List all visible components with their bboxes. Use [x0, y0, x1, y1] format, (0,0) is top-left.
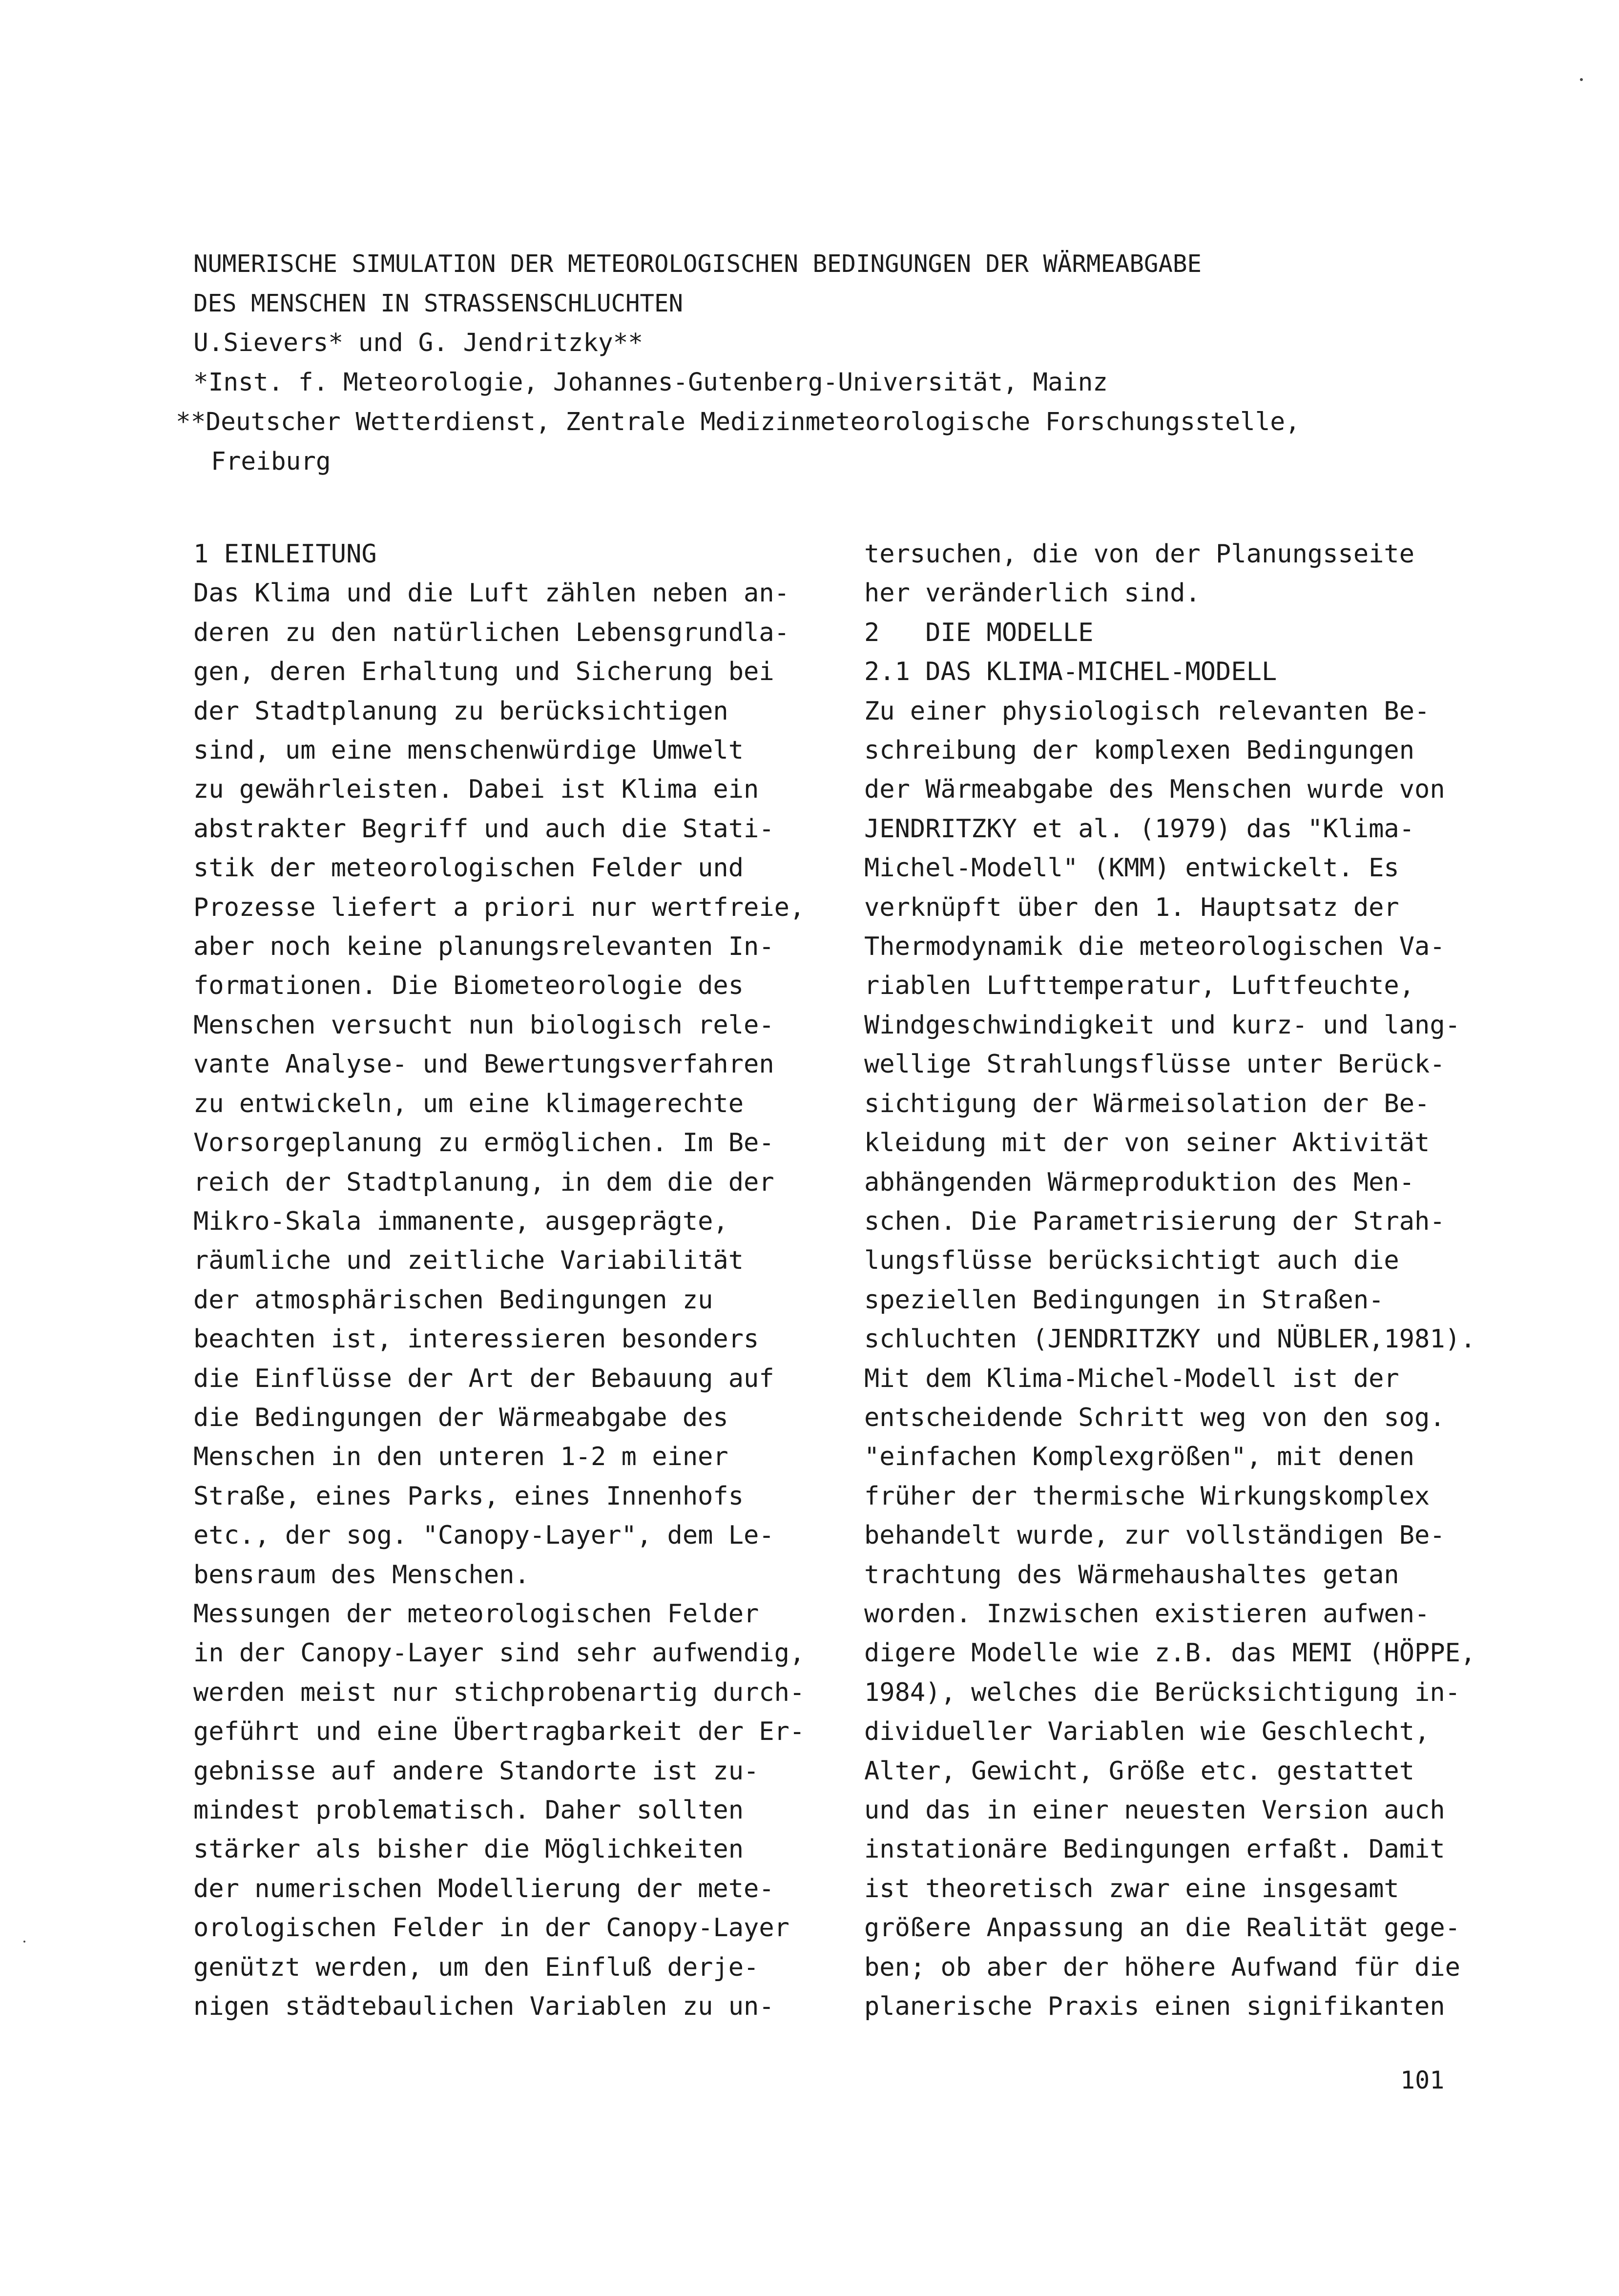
scan-speck — [23, 1941, 25, 1943]
right-column-line: Alter, Gewicht, Größe etc. gestattet — [864, 1756, 1415, 1786]
right-column-line: Thermodynamik die meteorologischen Va- — [864, 932, 1445, 962]
left-column-line: gen, deren Erhaltung und Sicherung bei — [193, 657, 774, 687]
affiliation-dwd-city: Freiburg — [211, 447, 331, 476]
right-column-line: schen. Die Parametrisierung der Strah- — [864, 1206, 1445, 1236]
left-column-line: Das Klima und die Luft zählen neben an- — [193, 579, 789, 608]
right-column-line: tersuchen, die von der Planungsseite — [864, 539, 1415, 569]
right-column-line: größere Anpassung an die Realität gege- — [864, 1913, 1460, 1943]
page-number: 101 — [1400, 2066, 1445, 2094]
left-column-line: geführt und eine Übertragbarkeit der Er- — [193, 1717, 805, 1747]
right-column — [864, 535, 1479, 2026]
left-column-line: stik der meteorologischen Felder und — [193, 853, 744, 883]
right-column-line: ben; ob aber der höhere Aufwand für die — [864, 1952, 1460, 1982]
right-column-line: 2 DIE MODELLE — [864, 618, 1094, 647]
left-column-line: Menschen in den unteren 1-2 m einer — [193, 1442, 728, 1472]
article-title-line-2: DES MENSCHEN IN STRASSENSCHLUCHTEN — [193, 290, 684, 317]
article-header — [176, 244, 1463, 481]
left-column-line: gebnisse auf andere Standorte ist zu- — [193, 1756, 759, 1786]
right-column-line: sichtigung der Wärmeisolation der Be- — [864, 1089, 1430, 1118]
right-column-line: Michel-Modell" (KMM) entwickelt. Es — [864, 853, 1399, 883]
left-column-line: etc., der sog. "Canopy-Layer", dem Le- — [193, 1521, 774, 1551]
right-column-line: her veränderlich sind. — [864, 579, 1201, 608]
right-column-line: lungsflüsse berücksichtigt auch die — [864, 1246, 1399, 1276]
left-column-line: räumliche und zeitliche Variabilität — [193, 1246, 744, 1276]
left-column-line: nigen städtebaulichen Variablen zu un- — [193, 1992, 774, 2022]
right-column-line: früher der thermische Wirkungskomplex — [864, 1481, 1430, 1511]
left-column-line: zu gewährleisten. Dabei ist Klima ein — [193, 775, 759, 805]
right-column-line: schluchten (JENDRITZKY und NÜBLER,1981). — [864, 1324, 1476, 1354]
right-column-line: instationäre Bedingungen erfaßt. Damit — [864, 1835, 1445, 1864]
right-column-line: ist theoretisch zwar eine insgesamt — [864, 1874, 1399, 1903]
scan-speck — [1580, 78, 1583, 81]
left-column — [193, 535, 833, 2026]
left-column-line: Vorsorgeplanung zu ermöglichen. Im Be- — [193, 1128, 774, 1158]
left-column-line: reich der Stadtplanung, in dem die der — [193, 1167, 774, 1197]
left-column-line: mindest problematisch. Daher sollten — [193, 1796, 744, 1825]
left-column-line: Mikro-Skala immanente, ausgeprägte, — [193, 1206, 728, 1236]
left-column-line: aber noch keine planungsrelevanten In- — [193, 932, 774, 962]
right-column-line: Zu einer physiologisch relevanten Be- — [864, 696, 1430, 726]
right-column-line: wellige Strahlungsflüsse unter Berück- — [864, 1050, 1445, 1079]
left-column-line: 1 EINLEITUNG — [193, 539, 377, 569]
affiliation-dwd: **Deutscher Wetterdienst, Zentrale Medizinmeteorologische Forschungsstelle, — [176, 408, 1300, 436]
right-column-line: schreibung der komplexen Bedingungen — [864, 736, 1415, 765]
left-column-line: der atmosphärischen Bedingungen zu — [193, 1285, 713, 1315]
article-title-line-1: NUMERISCHE SIMULATION DER METEOROLOGISCHEN BEDINGUNGEN DER WÄRMEABGABE — [193, 250, 1202, 278]
right-column-line: planerische Praxis einen signifikanten — [864, 1992, 1445, 2022]
left-column-line: formationen. Die Biometeorologie des — [193, 971, 744, 1001]
left-column-line: deren zu den natürlichen Lebensgrundla- — [193, 618, 789, 647]
left-column-line: orologischen Felder in der Canopy-Layer — [193, 1913, 789, 1943]
right-column-line: abhängenden Wärmeproduktion des Men- — [864, 1167, 1415, 1197]
left-column-line: der Stadtplanung zu berücksichtigen — [193, 696, 728, 726]
right-column-line: JENDRITZKY et al. (1979) das "Klima- — [864, 814, 1415, 844]
right-column-line: "einfachen Komplexgrößen", mit denen — [864, 1442, 1415, 1472]
affiliation-mainz: *Inst. f. Meteorologie, Johannes-Gutenberg-Universität, Mainz — [193, 368, 1108, 397]
left-column-line: Straße, eines Parks, eines Innenhofs — [193, 1481, 744, 1511]
right-column-line: der Wärmeabgabe des Menschen wurde von — [864, 775, 1445, 805]
right-column-line: Windgeschwindigkeit und kurz- und lang- — [864, 1010, 1460, 1040]
left-column-line: sind, um eine menschenwürdige Umwelt — [193, 736, 744, 765]
left-column-line: Prozesse liefert a priori nur wertfreie, — [193, 892, 805, 922]
right-column-line: und das in einer neuesten Version auch — [864, 1796, 1445, 1825]
right-column-line: digere Modelle wie z.B. das MEMI (HÖPPE, — [864, 1638, 1476, 1668]
left-column-line: stärker als bisher die Möglichkeiten — [193, 1835, 744, 1864]
right-column-line: behandelt wurde, zur vollständigen Be- — [864, 1521, 1445, 1551]
left-column-line: vante Analyse- und Bewertungsverfahren — [193, 1050, 774, 1079]
right-column-line: riablen Lufttemperatur, Luftfeuchte, — [864, 971, 1415, 1001]
left-column-line: zu entwickeln, um eine klimagerechte — [193, 1089, 744, 1118]
left-column-line: Messungen der meteorologischen Felder — [193, 1599, 759, 1629]
left-column-line: bensraum des Menschen. — [193, 1560, 530, 1590]
right-column-line: entscheidende Schritt weg von den sog. — [864, 1403, 1445, 1432]
right-column-line: dividueller Variablen wie Geschlecht, — [864, 1717, 1430, 1747]
right-column-line: trachtung des Wärmehaushaltes getan — [864, 1560, 1399, 1590]
left-column-line: der numerischen Modellierung der mete- — [193, 1874, 774, 1903]
left-column-line: werden meist nur stichprobenartig durch- — [193, 1677, 805, 1707]
left-column-line: abstrakter Begriff und auch die Stati- — [193, 814, 774, 844]
right-column-line: speziellen Bedingungen in Straßen- — [864, 1285, 1384, 1315]
left-column-line: genützt werden, um den Einfluß derje- — [193, 1952, 759, 1982]
right-column-line: verknüpft über den 1. Hauptsatz der — [864, 892, 1399, 922]
authors: U.Sievers* und G. Jendritzky** — [193, 329, 643, 357]
right-column-line: worden. Inzwischen existieren aufwen- — [864, 1599, 1430, 1629]
right-column-line: 2.1 DAS KLIMA-MICHEL-MODELL — [864, 657, 1277, 687]
left-column-line: in der Canopy-Layer sind sehr aufwendig, — [193, 1638, 805, 1668]
right-column-line: 1984), welches die Berücksichtigung in- — [864, 1677, 1460, 1707]
left-column-line: beachten ist, interessieren besonders — [193, 1324, 759, 1354]
left-column-line: Menschen versucht nun biologisch rele- — [193, 1010, 774, 1040]
right-column-line: kleidung mit der von seiner Aktivität — [864, 1128, 1430, 1158]
left-column-line: die Einflüsse der Art der Bebauung auf — [193, 1364, 774, 1393]
left-column-line: die Bedingungen der Wärmeabgabe des — [193, 1403, 728, 1432]
right-column-line: Mit dem Klima-Michel-Modell ist der — [864, 1364, 1399, 1393]
